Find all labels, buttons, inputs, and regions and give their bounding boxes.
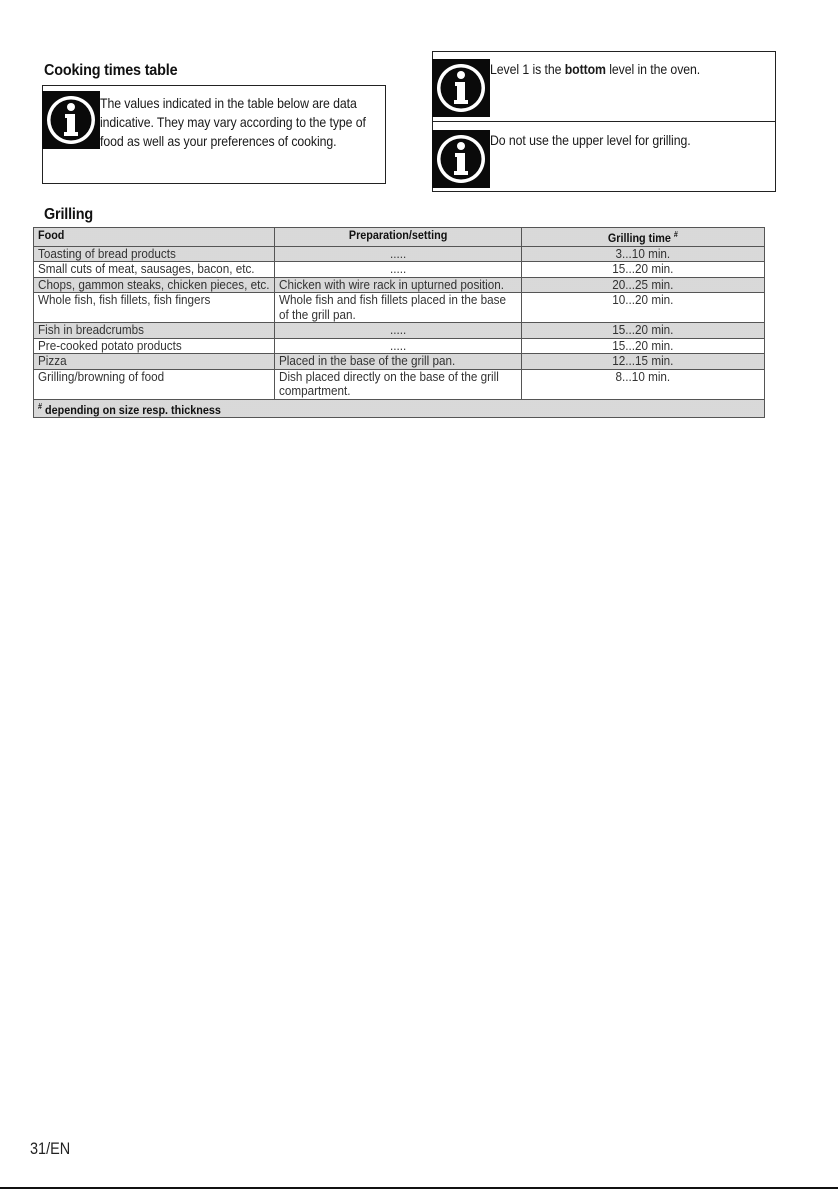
grilling-title: Grilling: [44, 206, 93, 223]
food-cell: Grilling/browning of food: [34, 369, 275, 399]
preparation-cell: Dish placed directly on the base of the grill compartment.: [275, 369, 522, 399]
cooking-times-title: Cooking times table: [44, 62, 178, 79]
page-number: 31/EN: [30, 1139, 71, 1158]
header-food: Food: [34, 228, 275, 247]
table-row: [34, 369, 765, 399]
table-row: [34, 277, 765, 293]
preparation-cell: .....: [275, 323, 522, 339]
grilling-table: [33, 227, 765, 418]
grilling-header-row: [34, 228, 765, 247]
footnote-row: [34, 399, 765, 418]
food-cell: Small cuts of meat, sausages, bacon, etc.: [34, 262, 275, 278]
level-note-bold: bottom: [564, 61, 606, 77]
food-cell: Pizza: [34, 354, 275, 370]
table-row: [34, 354, 765, 370]
info-icon: [42, 91, 100, 149]
food-cell: Toasting of bread products: [34, 246, 275, 262]
cooking-times-note-text: The values indicated in the table below are data indicative. They may vary according to the type of food as well as your preferences of cooking.: [100, 95, 366, 149]
preparation-cell: Placed in the base of the grill pan.: [275, 354, 522, 370]
table-row: [34, 323, 765, 339]
preparation-cell: .....: [275, 338, 522, 354]
preparation-cell: .....: [275, 262, 522, 278]
footnote-text: depending on size resp. thickness: [45, 402, 221, 417]
header-time-mark: #: [674, 230, 679, 239]
info-icon: [432, 59, 490, 117]
grilling-time-cell: 15...20 min.: [522, 262, 765, 278]
grilling-time-cell: 15...20 min.: [522, 338, 765, 354]
food-cell: Pre-cooked potato products: [34, 338, 275, 354]
preparation-cell: .....: [275, 246, 522, 262]
food-cell: Fish in breadcrumbs: [34, 323, 275, 339]
food-cell: Whole fish, fish fillets, fish fingers: [34, 293, 275, 323]
table-row: [34, 262, 765, 278]
grilling-time-cell: 12...15 min.: [522, 354, 765, 370]
info-icon: [432, 130, 490, 188]
upper-level-note: Do not use the upper level for grilling.: [490, 132, 691, 148]
food-cell: Chops, gammon steaks, chicken pieces, etc.: [34, 277, 275, 293]
table-row: [34, 246, 765, 262]
cooking-times-note: [42, 85, 386, 184]
grilling-time-cell: 3...10 min.: [522, 246, 765, 262]
grilling-time-cell: 10...20 min.: [522, 293, 765, 323]
bottom-rule: [0, 1187, 838, 1189]
preparation-cell: Whole fish and fish fillets placed in the base of the grill pan.: [275, 293, 522, 323]
footnote-mark: #: [38, 401, 43, 411]
side-notes-box: [432, 51, 776, 192]
preparation-cell: Chicken with wire rack in upturned position.: [275, 277, 522, 293]
header-time-label: Grilling time: [607, 231, 671, 245]
note-divider: [433, 121, 775, 122]
grilling-time-cell: 8...10 min.: [522, 369, 765, 399]
level-note: [490, 60, 772, 79]
table-row: [34, 293, 765, 323]
header-preparation: Preparation/setting: [275, 228, 522, 247]
table-row: [34, 338, 765, 354]
level-note-pre: Level 1 is the: [490, 61, 565, 77]
grilling-time-cell: 15...20 min.: [522, 323, 765, 339]
grilling-time-cell: 20...25 min.: [522, 277, 765, 293]
footnote-cell: [34, 399, 765, 418]
level-note-post: level in the oven.: [605, 61, 701, 77]
header-grilling-time: [522, 228, 765, 247]
